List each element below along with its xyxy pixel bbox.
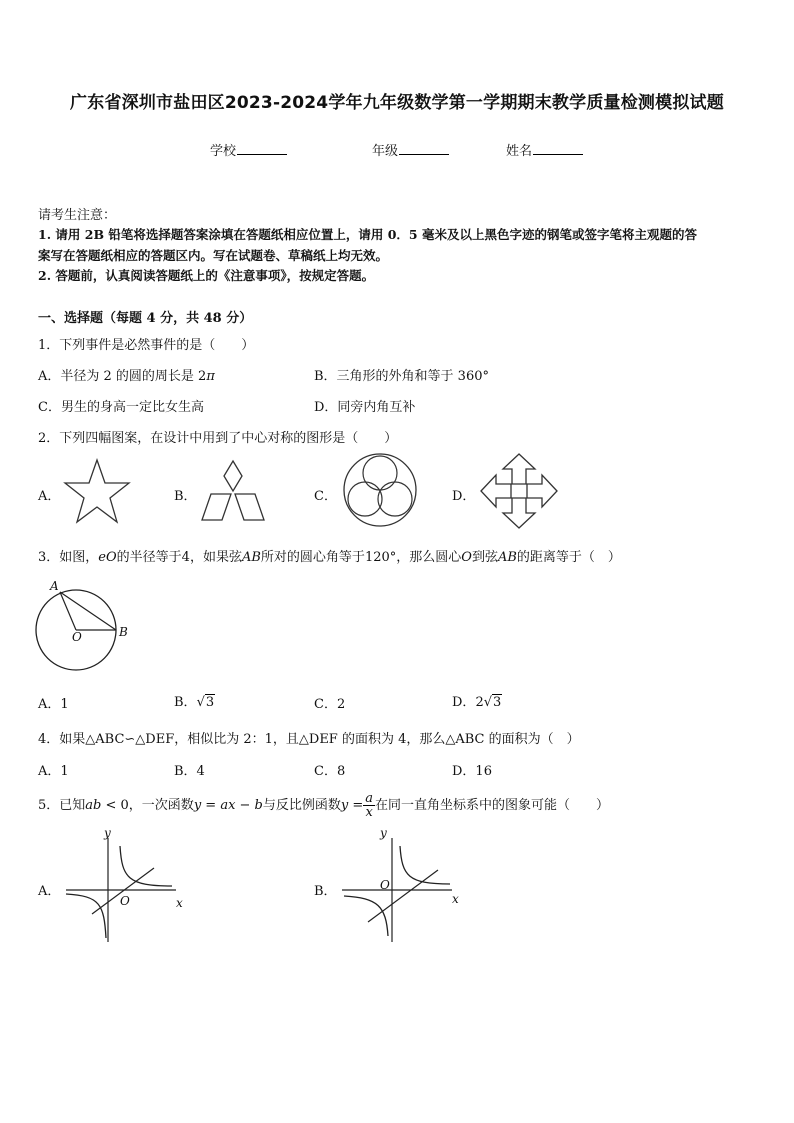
pi-symbol: π bbox=[206, 369, 215, 384]
q1-option-c[interactable]: C．男生的身高一定比女生高 bbox=[38, 400, 204, 415]
q5b-origin: O bbox=[380, 878, 390, 892]
star-icon bbox=[62, 458, 132, 524]
q2-option-d[interactable]: D． bbox=[452, 489, 476, 504]
sqrt-symbol: √3 bbox=[196, 695, 215, 710]
grade-blank[interactable] bbox=[399, 143, 449, 155]
page-title: 广东省深圳市盐田区2023-2024学年九年级数学第一学期期末教学质量检测模拟试题 bbox=[70, 93, 724, 113]
q4-option-b[interactable]: B．4 bbox=[174, 764, 205, 779]
q1-stem: 1．下列事件是必然事件的是（ ） bbox=[38, 338, 255, 353]
q5a-axis-x: x bbox=[176, 896, 183, 910]
q3-option-a[interactable]: A．1 bbox=[38, 697, 69, 712]
q3-label-o: O bbox=[72, 630, 82, 644]
school-field[interactable] bbox=[210, 140, 287, 159]
fraction-a-over-x: $\frac{a}{x}$ bbox=[365, 791, 374, 820]
q5a-axis-y: y bbox=[104, 826, 111, 840]
grade-label: 年级 bbox=[372, 144, 399, 159]
q3-option-b[interactable]: B．√3 bbox=[174, 695, 215, 710]
q5-option-a[interactable]: A． bbox=[38, 884, 61, 899]
q1-option-a-text: A．半径为 2 的圆的周长是 2 bbox=[38, 369, 207, 384]
name-field[interactable] bbox=[506, 140, 583, 159]
section-heading: 一、选择题（每题 4 分，共 48 分） bbox=[38, 311, 253, 326]
school-label: 学校 bbox=[210, 144, 237, 159]
q2-stem: 2．下列四幅图案，在设计中用到了中心对称的图形是（ ） bbox=[38, 431, 398, 446]
q5-stem: 5．已知ab < 0，一次函数y = ax − b与反比例函数y = $\frac{a}{x}$ 在同一直角坐标系中的图象可能（ ） bbox=[38, 791, 610, 820]
q5-option-b[interactable]: B． bbox=[314, 884, 337, 899]
notice-line-1a: 1. 请用 2B 铅笔将选择题答案涂填在答题纸相应位置上，请用 0．5 毫米及以上黑色字迹的钢笔或签字笔将主观题的答 bbox=[38, 227, 697, 242]
q3-option-d[interactable]: D．2√3 bbox=[452, 695, 502, 710]
q1-option-d[interactable]: D．同旁内角互补 bbox=[314, 400, 416, 415]
sqrt-symbol: √3 bbox=[483, 695, 502, 710]
name-blank[interactable] bbox=[533, 143, 583, 155]
notice-heading: 请考生注意： bbox=[38, 208, 117, 223]
q2-option-a[interactable]: A． bbox=[38, 489, 61, 504]
q4-option-a[interactable]: A．1 bbox=[38, 764, 69, 779]
q1-option-b[interactable]: B．三角形的外角和等于 360° bbox=[314, 369, 489, 384]
three-circles-icon bbox=[338, 452, 422, 528]
q1-option-a[interactable] bbox=[38, 365, 215, 384]
grade-field[interactable] bbox=[372, 140, 449, 159]
q3-option-c[interactable]: C．2 bbox=[314, 697, 346, 712]
q5b-axis-y: y bbox=[380, 826, 387, 840]
q3-label-a: A bbox=[50, 579, 59, 593]
q2-option-c[interactable]: C． bbox=[314, 489, 337, 504]
name-label: 姓名 bbox=[506, 144, 533, 159]
q3-label-b: B bbox=[119, 625, 128, 639]
three-diamond-icon bbox=[198, 458, 268, 524]
q5a-origin: O bbox=[120, 894, 130, 908]
q5-graph-b bbox=[338, 828, 463, 943]
q4-stem: 4．如果△ABC∽△DEF，相似比为 2：1，且△DEF 的面积为 4，那么△ABC 的面积为（ ） bbox=[38, 732, 580, 747]
q4-option-d[interactable]: D．16 bbox=[452, 764, 492, 779]
q2-option-b[interactable]: B． bbox=[174, 489, 197, 504]
q5-graph-a bbox=[62, 828, 187, 943]
notice-line-1b: 案写在答题纸相应的答题区内。写在试题卷、草稿纸上均无效。 bbox=[38, 248, 389, 263]
q5b-axis-x: x bbox=[452, 892, 459, 906]
four-arrows-icon bbox=[478, 452, 560, 530]
q4-option-c[interactable]: C．8 bbox=[314, 764, 346, 779]
q3-stem: 3．如图，eO的半径等于4，如果弦AB所对的圆心角等于120°，那么圆心O到弦AB的距离等于（ ） bbox=[38, 550, 621, 565]
notice-line-2: 2. 答题前，认真阅读答题纸上的《注意事项》，按规定答题。 bbox=[38, 268, 375, 283]
school-blank[interactable] bbox=[237, 143, 287, 155]
